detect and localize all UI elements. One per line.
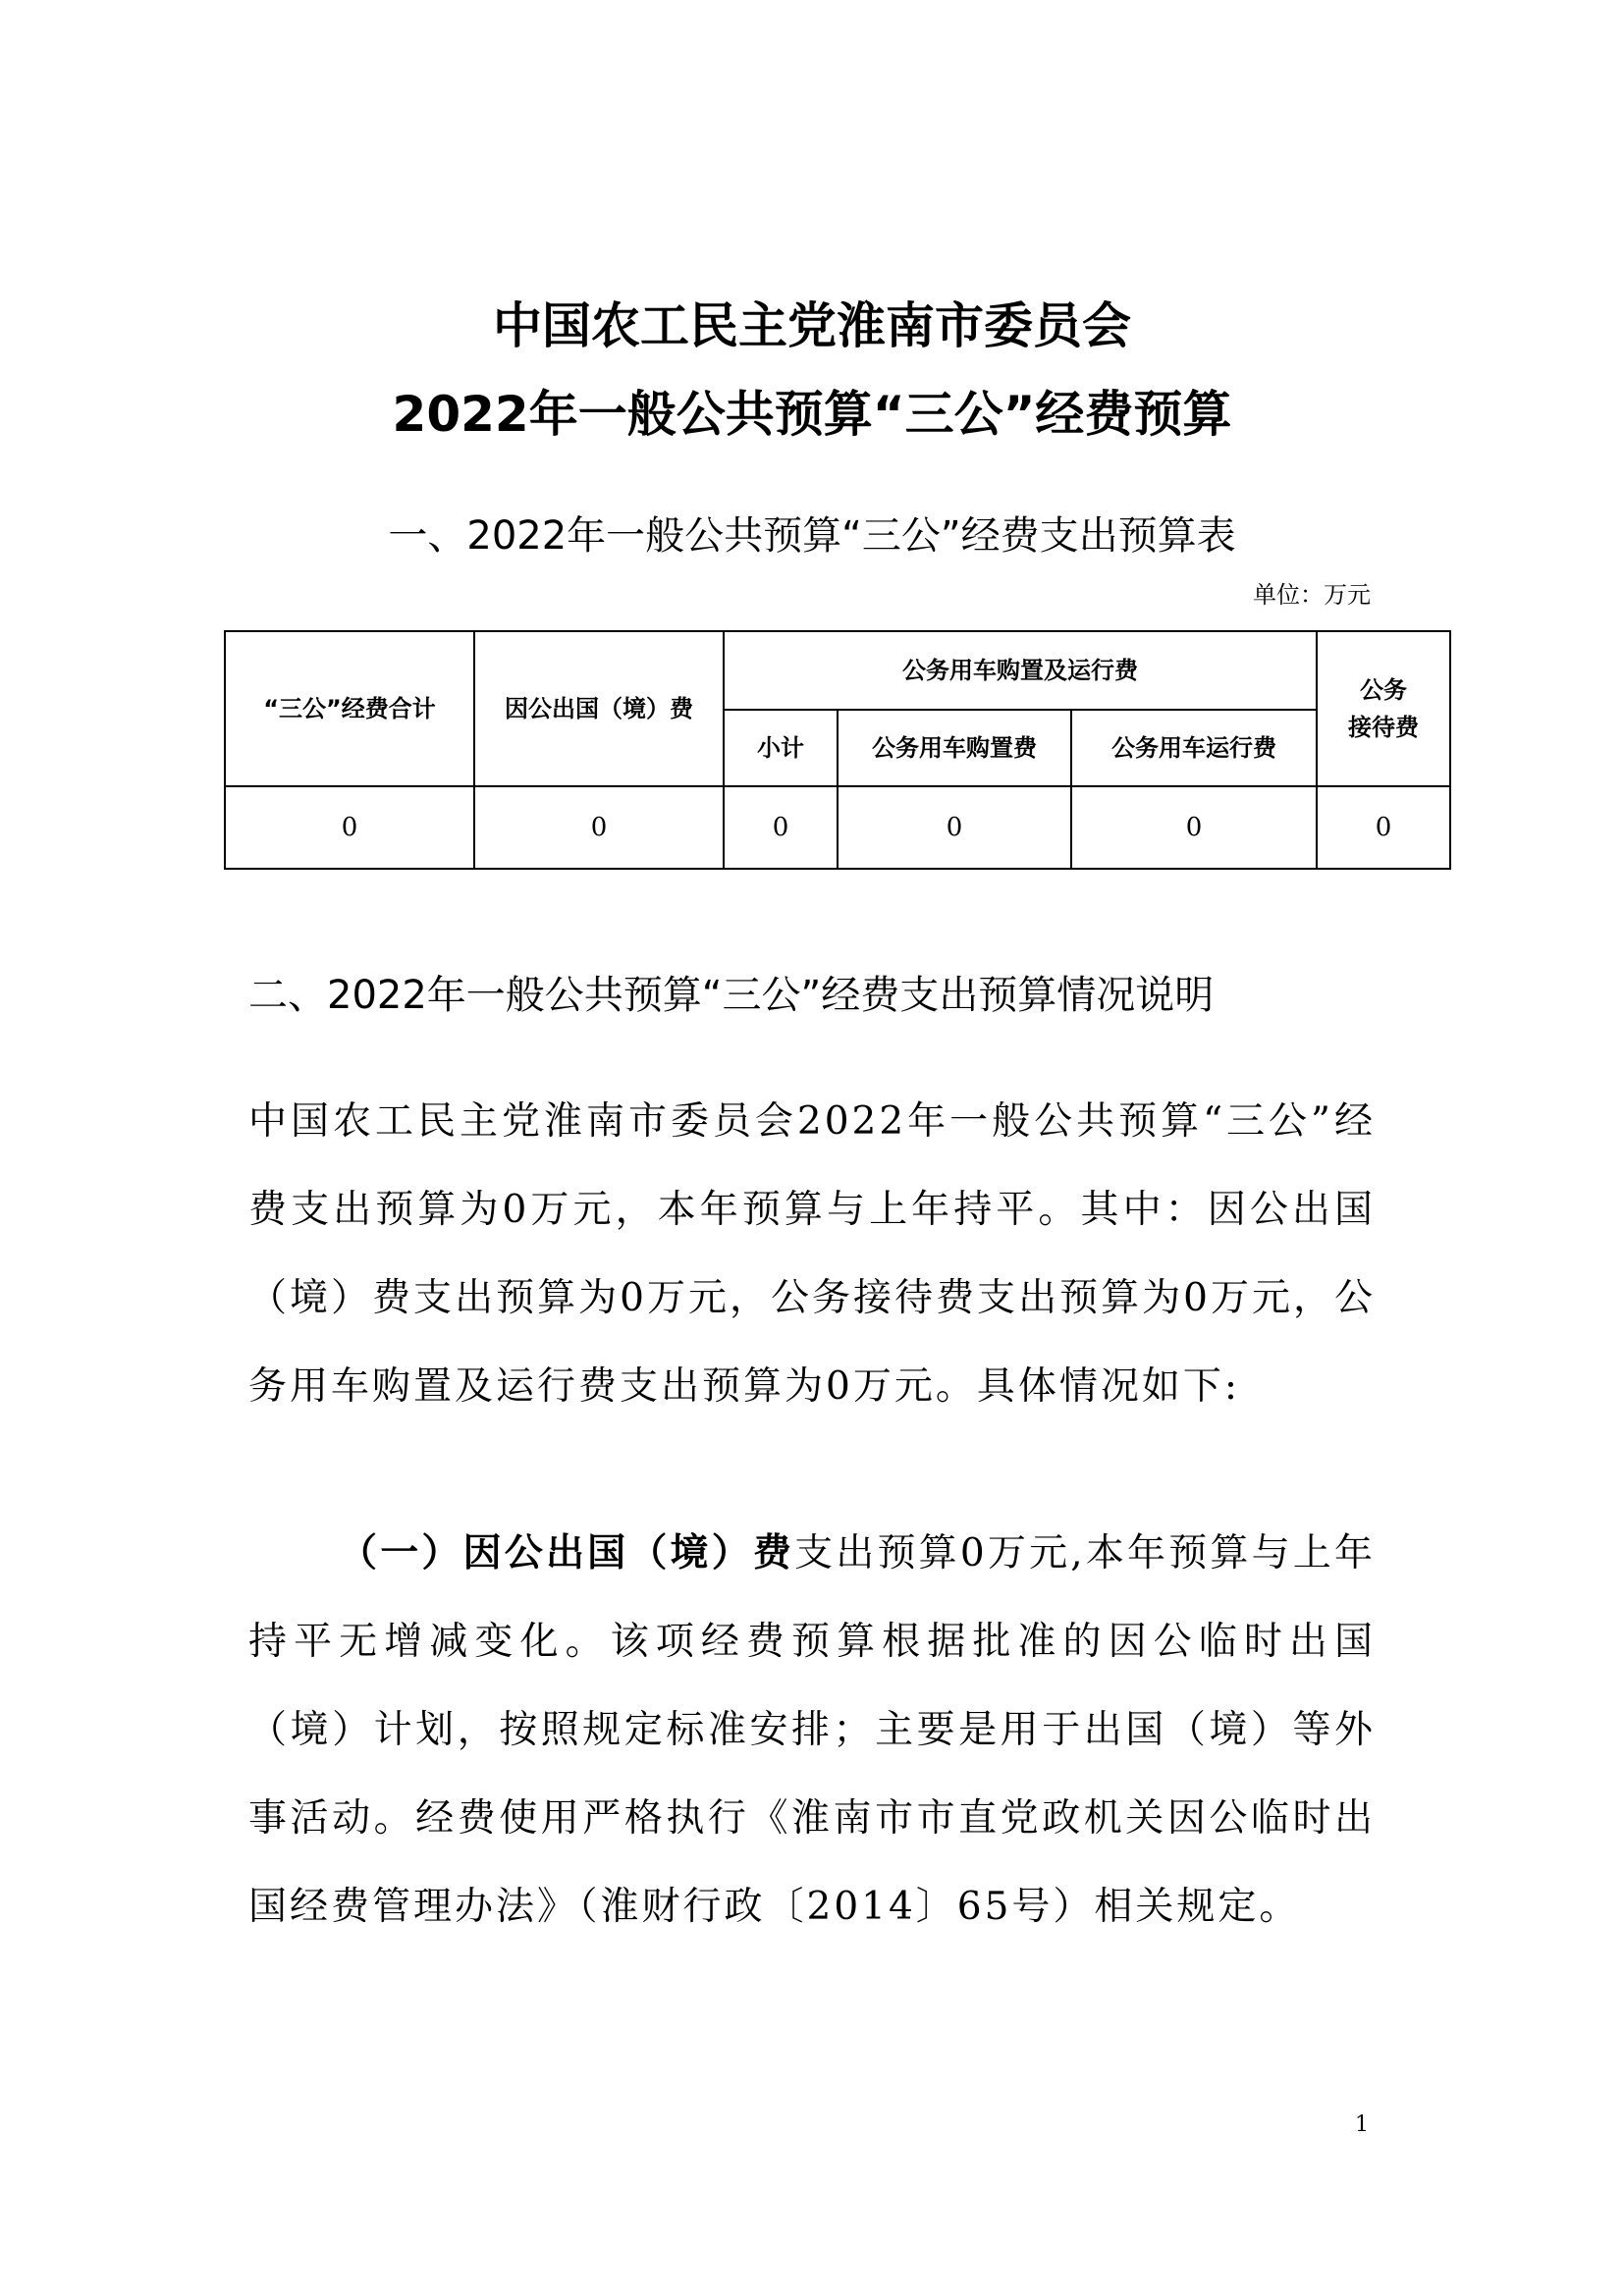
page-number: 1 — [1355, 2112, 1369, 2137]
table-row — [225, 786, 1450, 869]
header-vehicle-operation: 公务用车运行费 — [1071, 710, 1317, 786]
header-vehicle-group: 公务用车购置及运行费 — [724, 631, 1317, 710]
section1-title: 一、2022年一般公共预算“三公”经费支出预算表 — [388, 513, 1236, 559]
paragraph-abroad-detail — [248, 1510, 1376, 1951]
value-abroad: 0 — [474, 786, 724, 869]
value-subtotal: 0 — [724, 786, 838, 869]
value-vehicle-purchase: 0 — [838, 786, 1071, 869]
paragraph-abroad-body: 支出预算0万元,本年预算与上年持平无增减变化。该项经费预算根据批准的因公临时出国（境）计划，按照规定标准安排；主要是用于出国（境）等外事活动。经费使用严格执行《淮南市市直党政机关因公临时出国经费管理办法》（淮财行政〔2014〕65号）相关规定。 — [248, 1531, 1376, 1929]
value-reception: 0 — [1317, 786, 1450, 869]
header-reception-line1: 公务 — [1360, 676, 1408, 704]
budget-table — [224, 630, 1451, 870]
value-vehicle-operation: 0 — [1071, 786, 1317, 869]
paragraph-summary: 中国农工民主党淮南市委员会2022年一般公共预算“三公”经费支出预算为0万元，本年预算与上年持平。其中：因公出国（境）费支出预算为0万元，公务接待费支出预算为0万元，公务用车购置及运行费支出预算为0万元。具体情况如下: — [248, 1099, 1376, 1409]
header-total: “三公”经费合计 — [225, 631, 474, 786]
header-reception — [1317, 631, 1450, 786]
paragraph-abroad-lead: （一）因公出国（境）费 — [339, 1531, 795, 1575]
header-vehicle-purchase: 公务用车购置费 — [838, 710, 1071, 786]
header-subtotal: 小计 — [724, 710, 838, 786]
value-total: 0 — [225, 786, 474, 869]
section2-title: 二、2022年一般公共预算“三公”经费支出预算情况说明 — [248, 973, 1215, 1018]
header-abroad: 因公出国（境）费 — [474, 631, 724, 786]
unit-label: 单位：万元 — [1253, 581, 1371, 609]
document-title-line1: 中国农工民主党淮南市委员会 — [493, 297, 1131, 354]
document-title-line2: 2022年一般公共预算“三公”经费预算 — [392, 386, 1232, 443]
header-reception-line2: 接待费 — [1348, 714, 1420, 741]
